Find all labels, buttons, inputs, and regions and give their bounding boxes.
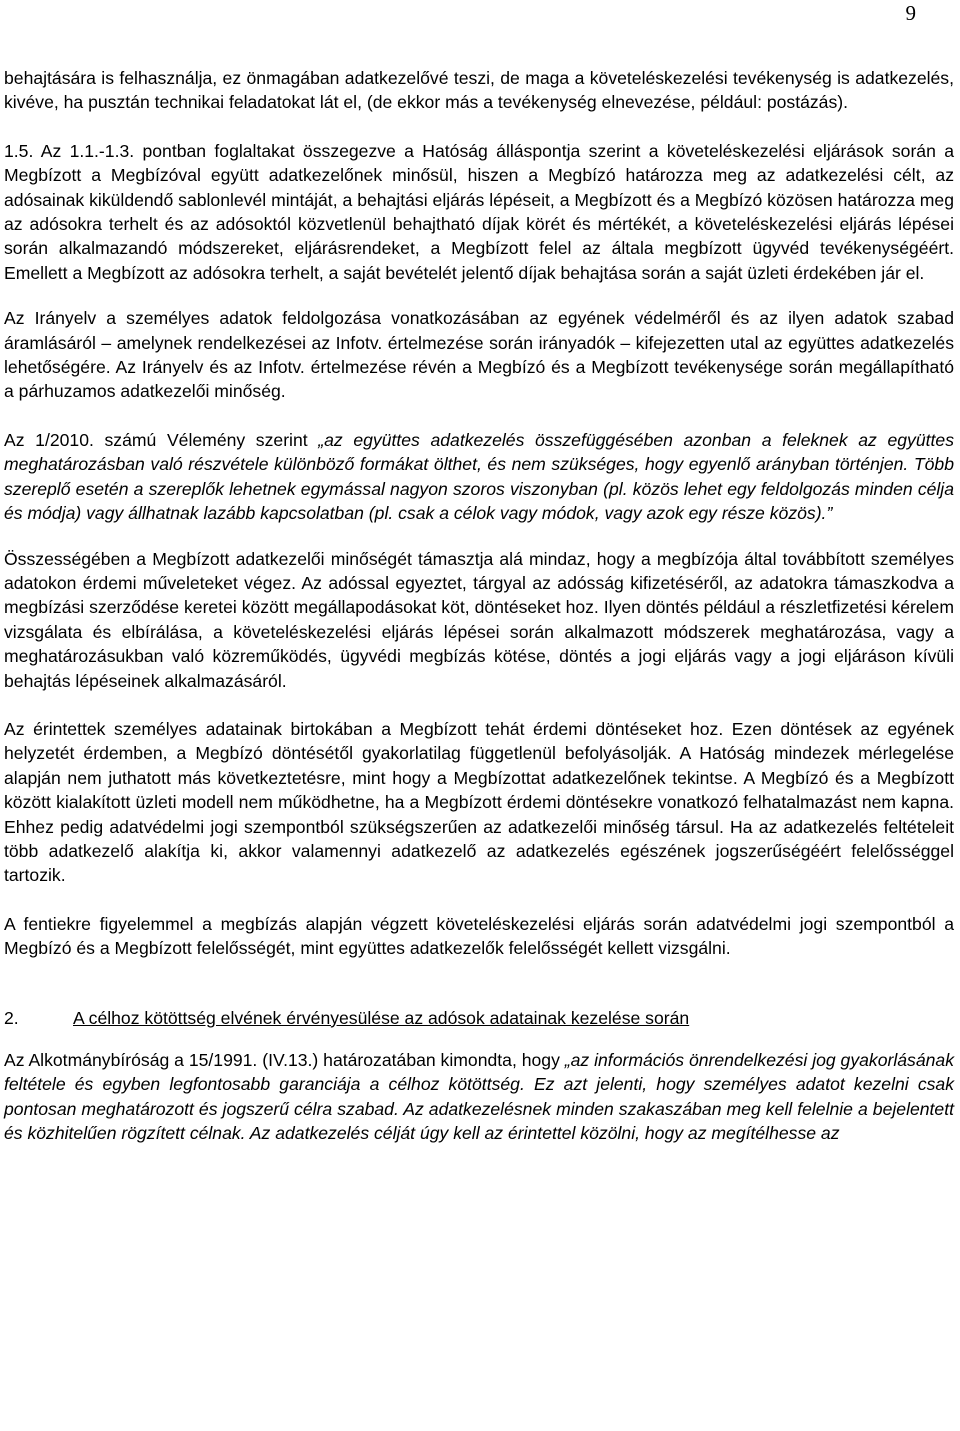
- paragraph-6-decisions: Az érintettek személyes adatainak birtokában a Megbízott tehát érdemi döntéseket hoz. Ezen döntések az egyének helyzetét érdemben, a Megbízó döntésétől gyakorlatilag függetlenül befolyásolják. A Hatóság mindezek mérlegelése alapján nem juthatott más következtetésre, mint hogy a Megbízottat adatkezelőnek tekintse. A Megbízó és a Megbízott között kialakított üzleti modell nem működhetne, ha a Megbízott érdemi döntésekre vonatkozó felhatalmazást nem kapna. Ehhez pedig adatvédelmi jogi szempontból szükségszerűen az adatkezelői minőség társul. Ha az adatkezelés feltételeit több adatkezelő alakítja ki, akkor valamennyi adatkezelő az adatkezelés egészének jogszerűségéért felelősséggel tartozik.: [4, 718, 954, 886]
- paragraph-2-summary: 1.5. Az 1.1.-1.3. pontban foglaltakat összegezve a Hatóság álláspontja szerint a követeléskezelési eljárások során a Megbízott a Megbízóval együtt adatkezelőnek minősül, hiszen a Megbízó határozza meg az adatkezelési célt, az adósainak kiküldendő sablonlevél mintáját, a behajtási eljárás lépéseit, a Megbízott és a Megbízó közösen határozza meg az adósokra terhelt és az adósoktól közvetlenül behajtható díjak körét és mértékét, a követeléskezelési eljárás lépései során alkalmazandó módszereket, eljárásrendeket, a Megbízott felel az általa megbízott ügyvéd tevékenységéért. Emellett a Megbízott az adósokra terhelt, a saját bevételét jelentő díjak behajtása során a saját üzleti érdekében jár el.: [4, 140, 954, 283]
- paragraph-8-intro: Az Alkotmánybíróság a 15/1991. (IV.13.) határozatában kimondta, hogy: [4, 1050, 565, 1070]
- page-number: 9: [905, 1, 916, 25]
- paragraph-7-conclusion: A fentiekre figyelemmel a megbízás alapján végzett követeléskezelési eljárás során adatvédelmi jogi szempontból a Megbízó és a Megbízott felelősségét, mint együttes adatkezelők felelősségét kellett vizsgálni.: [4, 913, 954, 959]
- paragraph-5-summary: Összességében a Megbízott adatkezelői minőségét támasztja alá mindaz, hogy a megbízója által továbbított személyes adatokon érdemi műveleteket végez. Az adóssal egyeztet, tárgyal az adósság kifizetéséről, az adatokra támaszkodva a megbízási szerződése keretei között megállapodásokat köt, döntéseket hoz. Ilyen döntés például a részletfizetési kérelem vizsgálata és elbírálása, a követeléskezelési eljárás lépései során alkalmazott módszerek meghatározása, vagy a meghatározásukban való közreműködés, ügyvédi megbízás kötése, döntés a jogi eljárás vagy a jogi eljáráson kívüli behajtás lépéseinek alkalmazásáról.: [4, 548, 954, 691]
- paragraph-8-constitutional-court: [4, 1048, 954, 1146]
- section-title: A célhoz kötöttség elvének érvényesülése az adósok adatainak kezelése során: [73, 1007, 690, 1028]
- paragraph-4-quote: „az együttes adatkezelés összefüggésében azonban a feleknek az együttes meghatározásban való részvétele különböző formákat ölthet, és nem szükséges, hogy egyenlő arányban történjen. Több szereplő esetén a szereplők lehetnek egymással nagyon szoros viszonyban (pl. közös lehet egy feldolgozás minden célja és módja) vagy állhatnak lazább kapcsolatban (pl. csak a célok vagy módok, vagy azok egy része közös).”: [4, 429, 954, 524]
- section-heading: [4, 1006, 954, 1030]
- paragraph-8-quote: „az információs önrendelkezési jog gyakorlásának feltétele és egyben legfontosabb garanciája a célhoz kötöttség. Ez azt jelenti, hogy személyes adatot kezelni csak pontosan meghatározott és jogszerű célra szabad. Az adatkezelésnek minden szakaszában meg kell felelnie a bejelentett és közhitelűen rögzített célnak. Az adatkezelés célját úgy kell az érintettel közölni, hogy az megítélhesse az: [4, 1050, 955, 1144]
- section-number: 2.: [4, 1007, 19, 1028]
- paragraph-1: behajtására is felhasználja, ez önmagában adatkezelővé teszi, de maga a követeléskezelési tevékenység is adatkezelés, kivéve, ha pusztán technikai feladatokat lát el, (de ekkor más a tevékenység elnevezése, például: postázás).: [4, 68, 954, 113]
- paragraph-3-directive: Az Irányelv a személyes adatok feldolgozása vonatkozásában az egyének védelméről és az ilyen adatok szabad áramlásáról – amelynek rendelkezései az Infotv. értelmezése során irányadók – kifejezetten utal az együttes adatkezelés lehetőségére. Az Irányelv és az Infotv. értelmezése révén a Megbízó és a Megbízott tevékenysége során megállapítható a párhuzamos adatkezelői minőség.: [4, 308, 954, 402]
- paragraph-4-opinion: [4, 428, 954, 526]
- document-body: [4, 66, 954, 1167]
- paragraph-4-intro: Az 1/2010. számú Vélemény szerint: [4, 429, 319, 450]
